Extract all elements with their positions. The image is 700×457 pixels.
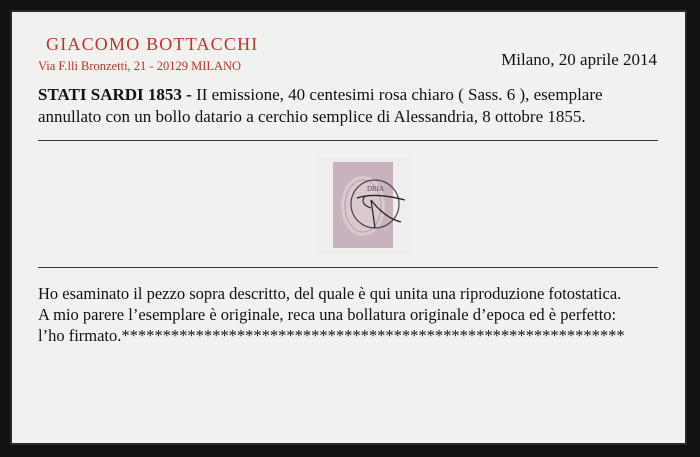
statement-line-2: A mio parere l’esemplare è originale, reca una bollatura originale d’epoca ed è perfetto: (38, 305, 617, 324)
description-line-1-text: II emissione, 40 centesimi rosa chiaro ( Sass. 6 ), esemplare (191, 85, 603, 104)
description-line-2: annullato con un bollo datario a cerchio semplice di Alessandria, 8 ottobre 1855. (38, 107, 586, 126)
place-date: Milano, 20 aprile 2014 (501, 50, 657, 69)
certificate (10, 10, 687, 445)
postmark-lettering: DRIA (367, 185, 385, 193)
stamp-description (38, 84, 658, 128)
issuer-address: Via F.lli Bronzetti, 21 - 20129 MILANO (38, 59, 242, 73)
expert-statement (38, 283, 668, 346)
top-divider (38, 140, 658, 141)
description-line-1 (38, 84, 658, 106)
description-lead: STATI SARDI 1853 - (38, 85, 192, 104)
stamp-image (315, 156, 413, 256)
issuer-name: GIACOMO BOTTACCHI (46, 34, 259, 54)
statement-line-1: Ho esaminato il pezzo sopra descritto, del quale è qui unita una riproduzione fotostatica. (38, 284, 622, 303)
statement-line-3: l’ho firmato.************************************************************* (38, 326, 625, 345)
bottom-divider (38, 267, 658, 268)
